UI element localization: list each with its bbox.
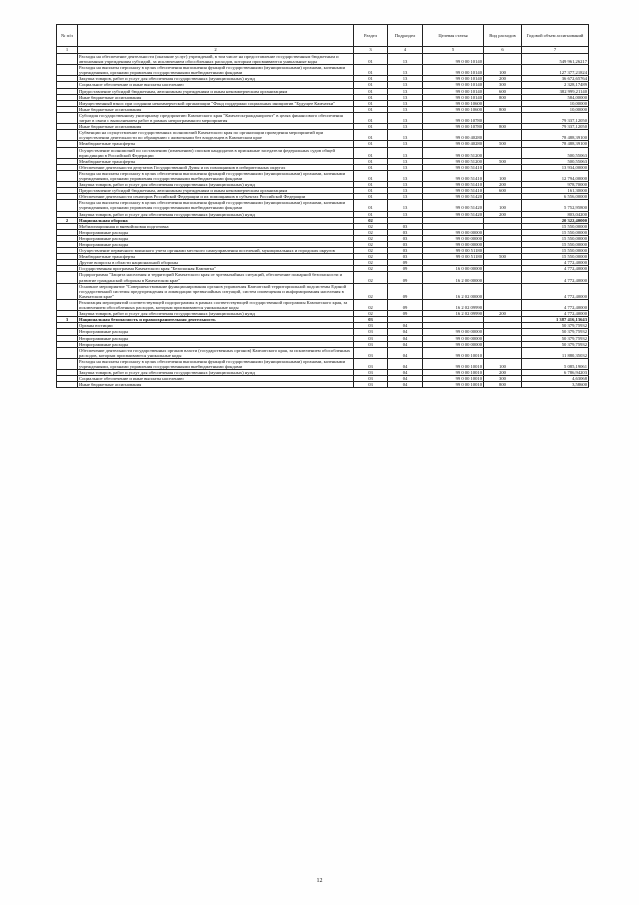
- row-name-cell: Социальное обеспечение и иные выплаты населению: [78, 376, 354, 382]
- amount-cell: 4 772,40000: [522, 299, 589, 310]
- row-name-cell: Имущественный взнос при создании некоммерческой организации "Фонд поддержки социальных инициатив "Будущее Камчатки": [78, 100, 354, 106]
- expense-type-cell: 100: [484, 170, 522, 181]
- target-item-cell: 99 0 00 00000: [423, 335, 484, 341]
- row-name-cell: Непрограммные расходы: [78, 229, 354, 235]
- table-row: [57, 358, 589, 369]
- row-name-cell: Закупка товаров, работ и услуг для обеспечения государственных (муниципальных) нужд: [78, 370, 354, 376]
- header-subsection: Подраздел: [388, 25, 423, 47]
- row-name-cell: Расходы на выплаты персоналу в целях обеспечения выполнения функций государственными (муниципальными) органами, казенными учреждениями, органами управления государственными внебюджетными фондами: [78, 65, 354, 76]
- amount-cell: 3,58600: [522, 382, 589, 388]
- header-section: Раздел: [354, 25, 388, 47]
- subsection-cell: 09: [388, 299, 423, 310]
- row-name-cell: Межбюджетные трансферты: [78, 141, 354, 147]
- subsection-cell: 04: [388, 323, 423, 329]
- table-index-row: [57, 47, 589, 54]
- subsection-cell: 09: [388, 266, 423, 272]
- target-item-cell: 16 2 02 00000: [423, 283, 484, 299]
- row-name-cell: Осуществление полномочий по составлению (изменению) списков кандидатов в присяжные заседатели федеральных судов общей юрисдикции в Российской Федерации: [78, 147, 354, 158]
- expense-type-cell: 800: [484, 94, 522, 100]
- row-number-cell: [57, 170, 78, 181]
- row-number-cell: [57, 347, 78, 358]
- expense-type-cell: 200: [484, 182, 522, 188]
- section-cell: 01: [354, 124, 388, 130]
- amount-cell: 5 085,19061: [522, 358, 589, 369]
- section-cell: 01: [354, 158, 388, 164]
- section-cell: 01: [354, 88, 388, 94]
- row-name-cell: Государственная программа Камчатского края "Безопасная Камчатка": [78, 266, 354, 272]
- section-cell: 02: [354, 248, 388, 254]
- row-number-cell: [57, 54, 78, 65]
- target-item-cell: 99 0 00 51420: [423, 194, 484, 200]
- row-name-cell: Органы юстиции: [78, 323, 354, 329]
- subsection-cell: 13: [388, 88, 423, 94]
- section-cell: 01: [354, 94, 388, 100]
- section-cell: 03: [354, 341, 388, 347]
- section-cell: 01: [354, 130, 388, 141]
- amount-cell: 127 377,21824: [522, 65, 589, 76]
- index-cell: 3: [354, 47, 388, 54]
- expense-type-cell: [484, 272, 522, 283]
- table-row: [57, 130, 589, 141]
- subsection-cell: 13: [388, 188, 423, 194]
- amount-cell: 10,00000: [522, 100, 589, 106]
- expense-type-cell: 200: [484, 211, 522, 217]
- row-number-cell: [57, 382, 78, 388]
- row-number-cell: [57, 272, 78, 283]
- section-cell: 01: [354, 200, 388, 211]
- amount-cell: 5 752,95800: [522, 200, 589, 211]
- target-item-cell: 16 2 00 00000: [423, 272, 484, 283]
- index-cell: 1: [57, 47, 78, 54]
- index-cell: 7: [522, 47, 589, 54]
- expense-type-cell: 500: [484, 254, 522, 260]
- subsection-cell: 13: [388, 65, 423, 76]
- table-row: [57, 147, 589, 158]
- row-name-cell: Осуществление первичного воинского учета органами местного самоуправления поселений, муниципальных и городских округов: [78, 248, 354, 254]
- subsection-cell: 13: [388, 194, 423, 200]
- row-name-cell: Закупка товаров, работ и услуг для обеспечения государственных (муниципальных) нужд: [78, 211, 354, 217]
- target-item-cell: 16 2 02 09990: [423, 311, 484, 317]
- row-name-cell: Национальная оборона: [78, 217, 354, 223]
- amount-cell: 12 794,00000: [522, 170, 589, 181]
- subsection-cell: 13: [388, 164, 423, 170]
- row-number-cell: [57, 299, 78, 310]
- section-cell: 01: [354, 106, 388, 112]
- amount-cell: 6 786,94203: [522, 370, 589, 376]
- target-item-cell: 99 0 00 51410: [423, 182, 484, 188]
- expense-type-cell: 600: [484, 88, 522, 94]
- subsection-cell: 03: [388, 223, 423, 229]
- amount-cell: 161,30000: [522, 188, 589, 194]
- section-cell: 02: [354, 266, 388, 272]
- target-item-cell: 99 0 00 10140: [423, 94, 484, 100]
- subsection-cell: 09: [388, 260, 423, 266]
- row-name-cell: Обеспечение деятельности депутатов Государственной Думы и их помощников в избирательных округах: [78, 164, 354, 170]
- expense-type-cell: 600: [484, 188, 522, 194]
- section-cell: 03: [354, 382, 388, 388]
- amount-cell: 15 550,00000: [522, 223, 589, 229]
- row-name-cell: Закупка товаров, работ и услуг для обеспечения государственных (муниципальных) нужд: [78, 76, 354, 82]
- subsection-cell: 04: [388, 329, 423, 335]
- target-item-cell: 99 0 00 00000: [423, 329, 484, 335]
- page-number: 12: [316, 878, 323, 884]
- subsection-cell: 13: [388, 147, 423, 158]
- row-name-cell: Расходы на выплаты персоналу в целях обеспечения выполнения функций государственными (муниципальными) органами, казенными учреждениями, органами управления государственными внебюджетными фондами: [78, 200, 354, 211]
- subsection-cell: 09: [388, 272, 423, 283]
- section-cell: 02: [354, 235, 388, 241]
- row-name-cell: Обеспечение деятельности государственных органов власти (государственных органов) Камчатского края, за исключением обособленных расходов, которым присваиваются уникальные коды: [78, 347, 354, 358]
- table-row: [57, 272, 589, 283]
- subsection-cell: 13: [388, 100, 423, 106]
- subsection-cell: 04: [388, 347, 423, 358]
- amount-cell: 15 550,00000: [522, 242, 589, 248]
- target-item-cell: 99 0 00 10140: [423, 65, 484, 76]
- amount-cell: 50 379,75932: [522, 341, 589, 347]
- section-cell: 01: [354, 54, 388, 65]
- index-cell: 6: [484, 47, 522, 54]
- subsection-cell: 04: [388, 382, 423, 388]
- section-cell: 01: [354, 147, 388, 158]
- subsection-cell: 13: [388, 82, 423, 88]
- section-cell: 02: [354, 311, 388, 317]
- subsection-cell: 03: [388, 235, 423, 241]
- amount-cell: 50 379,75932: [522, 329, 589, 335]
- amount-cell: 4,63068: [522, 376, 589, 382]
- subsection-cell: 04: [388, 376, 423, 382]
- target-item-cell: 99 0 00 10010: [423, 382, 484, 388]
- target-item-cell: 99 0 00 10780: [423, 124, 484, 130]
- subsection-cell: 04: [388, 341, 423, 347]
- amount-cell: 2 328,17489: [522, 82, 589, 88]
- row-number-cell: [57, 147, 78, 158]
- target-item-cell: 99 0 00 00000: [423, 242, 484, 248]
- expense-type-cell: 800: [484, 106, 522, 112]
- amount-cell: 13 934,00000: [522, 164, 589, 170]
- row-number-cell: 3: [57, 317, 78, 323]
- section-cell: 03: [354, 335, 388, 341]
- subsection-cell: 13: [388, 130, 423, 141]
- subsection-cell: 13: [388, 182, 423, 188]
- table-row: [57, 170, 589, 181]
- section-cell: 01: [354, 211, 388, 217]
- expense-type-cell: 200: [484, 311, 522, 317]
- row-name-cell: Подпрограмма "Защита населения и территорий Камчатского края от чрезвычайных ситуаций, обеспечение пожарной безопасности и развитие гражданской обороны в Камчатском крае": [78, 272, 354, 283]
- table-row: [57, 382, 589, 388]
- target-item-cell: 99 0 00 10140: [423, 76, 484, 82]
- index-cell: 2: [78, 47, 354, 54]
- section-cell: 03: [354, 323, 388, 329]
- header-number: № п/п: [57, 25, 78, 47]
- amount-cell: 50 379,75932: [522, 323, 589, 329]
- target-item-cell: 99 0 00 10140: [423, 82, 484, 88]
- index-cell: 5: [423, 47, 484, 54]
- subsection-cell: 13: [388, 54, 423, 65]
- subsection-cell: 09: [388, 311, 423, 317]
- subsection-cell: 03: [388, 242, 423, 248]
- amount-cell: 4 772,40000: [522, 272, 589, 283]
- expense-type-cell: [484, 147, 522, 158]
- section-cell: 01: [354, 188, 388, 194]
- expense-type-cell: 300: [484, 82, 522, 88]
- row-number-cell: [57, 200, 78, 211]
- section-cell: 02: [354, 299, 388, 310]
- target-item-cell: 99 0 00 51410: [423, 188, 484, 194]
- section-cell: 01: [354, 194, 388, 200]
- table-header-row: [57, 25, 589, 47]
- target-item-cell: 99 0 00 10010: [423, 376, 484, 382]
- expense-type-cell: 100: [484, 65, 522, 76]
- row-number-cell: [57, 130, 78, 141]
- subsection-cell: 13: [388, 94, 423, 100]
- section-cell: 02: [354, 272, 388, 283]
- row-name-cell: Субвенции на осуществление государственных полномочий Камчатского края по организации проведения мероприятий при осуществлении деятельности по обращению с животными без владельцев в Камчатском крае: [78, 130, 354, 141]
- target-item-cell: 99 0 00 10010: [423, 370, 484, 376]
- table-row: [57, 112, 589, 123]
- section-cell: 01: [354, 65, 388, 76]
- amount-cell: 36 672,65764: [522, 76, 589, 82]
- section-cell: 02: [354, 217, 388, 223]
- expense-type-cell: 200: [484, 76, 522, 82]
- header-expense-type: Вид расходов: [484, 25, 522, 47]
- section-cell: 02: [354, 229, 388, 235]
- table-row: [57, 283, 589, 299]
- row-name-cell: Предоставление субсидий бюджетным, автономным учреждениям и иным некоммерческим организациям: [78, 88, 354, 94]
- section-cell: 02: [354, 242, 388, 248]
- subsection-cell: 04: [388, 370, 423, 376]
- index-cell: 4: [388, 47, 423, 54]
- row-name-cell: Реализация мероприятий соответствующей подпрограммы в рамках соответствующей государственной программы Камчатского края, за исключением обособленных расходов, которым присваиваются уникальные коды: [78, 299, 354, 310]
- expense-type-cell: 200: [484, 370, 522, 376]
- section-cell: 01: [354, 76, 388, 82]
- amount-cell: 79 337,12050: [522, 124, 589, 130]
- section-cell: 01: [354, 141, 388, 147]
- row-name-cell: Расходы на выплаты персоналу в целях обеспечения выполнения функций государственными (муниципальными) органами, казенными учреждениями, органами управления государственными внебюджетными фондами: [78, 358, 354, 369]
- amount-cell: 15 550,00000: [522, 229, 589, 235]
- section-cell: 01: [354, 182, 388, 188]
- row-name-cell: Иные бюджетные ассигнования: [78, 124, 354, 130]
- subsection-cell: 13: [388, 158, 423, 164]
- amount-cell: 50 379,75932: [522, 335, 589, 341]
- section-cell: 03: [354, 317, 388, 323]
- subsection-cell: 13: [388, 200, 423, 211]
- expense-type-cell: [484, 130, 522, 141]
- row-name-cell: Закупка товаров, работ и услуг для обеспечения государственных (муниципальных) нужд: [78, 311, 354, 317]
- subsection-cell: 13: [388, 112, 423, 123]
- expense-type-cell: 800: [484, 124, 522, 130]
- amount-cell: 10,00000: [522, 106, 589, 112]
- amount-cell: 78 488,39100: [522, 141, 589, 147]
- row-number-cell: [57, 358, 78, 369]
- row-name-cell: Мобилизационная и вневойсковая подготовка: [78, 223, 354, 229]
- target-item-cell: 99 0 00 51420: [423, 200, 484, 211]
- amount-cell: 549 961,26217: [522, 54, 589, 65]
- expense-type-cell: [484, 283, 522, 299]
- target-item-cell: 99 0 00 00000: [423, 229, 484, 235]
- row-name-cell: Расходы на обеспечение деятельности (оказание услуг) учреждений, в том числе на предоставление государственным бюджетным и автономным учреждениям субсидий, за исключением обособленных расходов, которым присваиваются уникальные коды: [78, 54, 354, 65]
- target-item-cell: 99 0 00 40280: [423, 141, 484, 147]
- row-name-cell: Предоставление субсидий бюджетным, автономным учреждениям и иным некоммерческим организациям: [78, 188, 354, 194]
- amount-cell: 1 387 416,13643: [522, 317, 589, 323]
- target-item-cell: 99 0 00 10600: [423, 100, 484, 106]
- subsection-cell: 13: [388, 170, 423, 181]
- table-row: [57, 347, 589, 358]
- subsection-cell: 03: [388, 248, 423, 254]
- subsection-cell: 13: [388, 76, 423, 82]
- amount-cell: 4 772,40000: [522, 311, 589, 317]
- expense-type-cell: 100: [484, 200, 522, 211]
- target-item-cell: 99 0 00 10010: [423, 358, 484, 369]
- section-cell: 03: [354, 370, 388, 376]
- subsection-cell: 04: [388, 358, 423, 369]
- row-name-cell: Национальная безопасность и правоохранительная деятельность: [78, 317, 354, 323]
- section-cell: 02: [354, 223, 388, 229]
- target-item-cell: 99 0 00 51200: [423, 158, 484, 164]
- target-item-cell: 99 0 00 10600: [423, 106, 484, 112]
- target-item-cell: 99 0 00 00000: [423, 235, 484, 241]
- row-name-cell: Межбюджетные трансферты: [78, 254, 354, 260]
- expense-type-cell: [484, 299, 522, 310]
- target-item-cell: 99 0 00 51410: [423, 170, 484, 181]
- section-cell: 02: [354, 283, 388, 299]
- subsection-cell: 04: [388, 335, 423, 341]
- expense-type-cell: 500: [484, 158, 522, 164]
- section-cell: 03: [354, 347, 388, 358]
- section-cell: 01: [354, 112, 388, 123]
- row-name-cell: Межбюджетные трансферты: [78, 158, 354, 164]
- target-item-cell: 99 0 00 51420: [423, 211, 484, 217]
- expense-type-cell: [484, 112, 522, 123]
- subsection-cell: 13: [388, 141, 423, 147]
- row-number-cell: 2: [57, 217, 78, 223]
- amount-cell: 15 550,00000: [522, 235, 589, 241]
- subsection-cell: 03: [388, 229, 423, 235]
- row-name-cell: Непрограммные расходы: [78, 341, 354, 347]
- header-target-item: Целевая статья: [423, 25, 484, 47]
- amount-cell: 382 999,21140: [522, 88, 589, 94]
- row-name-cell: Основное мероприятие "Совершенствование функционирования органов управления Камчатской территориальной подсистемы Единой государственной системы предупреждения и ликвидации чрезвычайных ситуаций, систем оповещения и информирования населения в Камчатском крае": [78, 283, 354, 299]
- amount-cell: 78 488,39100: [522, 130, 589, 141]
- row-name-cell: Непрограммные расходы: [78, 335, 354, 341]
- section-cell: 01: [354, 82, 388, 88]
- subsection-cell: 13: [388, 106, 423, 112]
- amount-cell: 4 772,40000: [522, 260, 589, 266]
- row-name-cell: Закупка товаров, работ и услуг для обеспечения государственных (муниципальных) нужд: [78, 182, 354, 188]
- table-body: [57, 54, 589, 388]
- target-item-cell: 99 0 00 40280: [423, 130, 484, 141]
- amount-cell: 6 556,00000: [522, 194, 589, 200]
- row-name-cell: Непрограммные расходы: [78, 329, 354, 335]
- expense-type-cell: [484, 347, 522, 358]
- table-row: [57, 54, 589, 65]
- expense-type-cell: 500: [484, 141, 522, 147]
- section-cell: 03: [354, 376, 388, 382]
- budget-table: [56, 24, 589, 388]
- amount-cell: 11 880,35032: [522, 347, 589, 358]
- row-name-cell: Иные бюджетные ассигнования: [78, 382, 354, 388]
- row-name-cell: Иные бюджетные ассигнования: [78, 94, 354, 100]
- row-name-cell: Другие вопросы в области национальной обороны: [78, 260, 354, 266]
- subsection-cell: 03: [388, 254, 423, 260]
- section-cell: 02: [354, 254, 388, 260]
- target-item-cell: 99 0 00 10010: [423, 347, 484, 358]
- amount-cell: 584,00000: [522, 94, 589, 100]
- section-cell: 01: [354, 164, 388, 170]
- expense-type-cell: 300: [484, 376, 522, 382]
- target-item-cell: 99 0 00 51200: [423, 147, 484, 158]
- amount-cell: 500,55063: [522, 158, 589, 164]
- row-name-cell: Иные бюджетные ассигнования: [78, 106, 354, 112]
- table-row: [57, 200, 589, 211]
- table-row: [57, 65, 589, 76]
- amount-cell: 978,70000: [522, 182, 589, 188]
- amount-cell: 500,55063: [522, 147, 589, 158]
- target-item-cell: 99 0 00 51180: [423, 248, 484, 254]
- section-cell: 01: [354, 100, 388, 106]
- target-item-cell: 99 0 00 51180: [423, 254, 484, 260]
- expense-type-cell: 800: [484, 382, 522, 388]
- row-number-cell: [57, 65, 78, 76]
- target-item-cell: 99 0 00 00000: [423, 341, 484, 347]
- row-name-cell: Обеспечение деятельности сенаторов Российской Федерации и их помощников в субъектах Российской Федерации: [78, 194, 354, 200]
- amount-cell: 15 550,00000: [522, 254, 589, 260]
- table-row: [57, 299, 589, 310]
- section-cell: 01: [354, 170, 388, 181]
- target-item-cell: 16 2 02 09990: [423, 299, 484, 310]
- amount-cell: 79 337,12050: [522, 112, 589, 123]
- target-item-cell: 99 0 00 51410: [423, 164, 484, 170]
- expense-type-cell: [484, 54, 522, 65]
- target-item-cell: 99 0 00 10140: [423, 54, 484, 65]
- subsection-cell: 09: [388, 283, 423, 299]
- header-annual-volume: Годовой объем ассигнований: [522, 25, 589, 47]
- amount-cell: 15 550,00000: [522, 248, 589, 254]
- target-item-cell: 99 0 00 10140: [423, 88, 484, 94]
- amount-cell: 803,04200: [522, 211, 589, 217]
- row-name-cell: Субсидия государственному унитарному предприятию Камчатского края "Камчатскгражданпроект" в целях финансового обеспечения затрат в связи с выполнением работ в рамках непрограммного мероприятия: [78, 112, 354, 123]
- row-name-cell: Непрограммные расходы: [78, 242, 354, 248]
- section-cell: 03: [354, 329, 388, 335]
- row-name-cell: Расходы на выплаты персоналу в целях обеспечения выполнения функций государственными (муниципальными) органами, казенными учреждениями, органами управления государственными внебюджетными фондами: [78, 170, 354, 181]
- amount-cell: 4 772,40000: [522, 283, 589, 299]
- amount-cell: 4 772,40000: [522, 266, 589, 272]
- subsection-cell: 13: [388, 124, 423, 130]
- section-cell: 02: [354, 260, 388, 266]
- section-cell: 03: [354, 358, 388, 369]
- subsection-cell: 13: [388, 211, 423, 217]
- row-number-cell: [57, 112, 78, 123]
- row-name-cell: Непрограммные расходы: [78, 235, 354, 241]
- expense-type-cell: 100: [484, 358, 522, 369]
- row-name-cell: Социальное обеспечение и иные выплаты населению: [78, 82, 354, 88]
- header-name: [78, 25, 354, 47]
- target-item-cell: 99 0 00 10780: [423, 112, 484, 123]
- target-item-cell: 16 0 00 00000: [423, 266, 484, 272]
- amount-cell: 20 322,40000: [522, 217, 589, 223]
- row-number-cell: [57, 283, 78, 299]
